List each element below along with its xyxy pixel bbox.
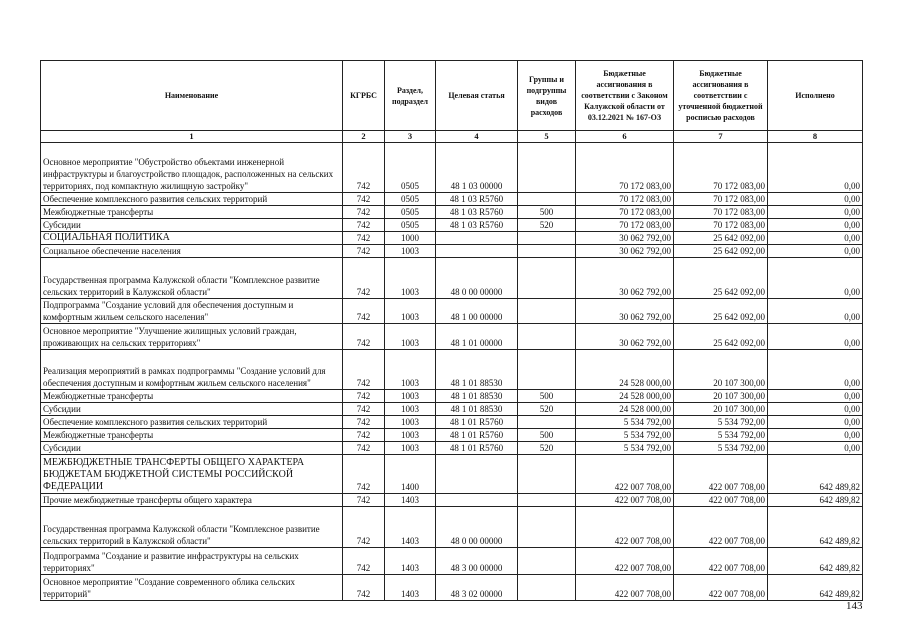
table-row: [41, 193, 863, 206]
cell-law: 30 062 792,00: [576, 324, 674, 350]
budget-table: [40, 60, 863, 601]
table-row: [41, 245, 863, 258]
cell-name: Реализация мероприятий в рамках подпрограммы "Создание условий для обеспечения доступным и комфортным жильем сельского населения": [41, 350, 343, 390]
cell-name: Субсидии: [41, 442, 343, 455]
table-row: [41, 350, 863, 390]
cell-kgrbs: 742: [343, 143, 385, 193]
cell-kgrbs: 742: [343, 403, 385, 416]
cell-updated: 5 534 792,00: [674, 442, 768, 455]
cell-updated: 25 642 092,00: [674, 299, 768, 324]
table-body: [41, 143, 863, 601]
cell-name: Межбюджетные трансферты: [41, 390, 343, 403]
cell-law: 70 172 083,00: [576, 219, 674, 232]
table-row: [41, 429, 863, 442]
header-section: Раздел, подраздел: [385, 61, 436, 131]
cell-group: [518, 507, 576, 548]
cell-executed: 0,00: [768, 193, 863, 206]
cell-law: 5 534 792,00: [576, 442, 674, 455]
cell-group: [518, 494, 576, 507]
cell-name: Прочие межбюджетные трансферты общего характера: [41, 494, 343, 507]
cell-law: 422 007 708,00: [576, 548, 674, 575]
cell-target: 48 1 01 88530: [436, 403, 518, 416]
cell-executed: 642 489,82: [768, 494, 863, 507]
cell-updated: 20 107 300,00: [674, 390, 768, 403]
cell-name: Межбюджетные трансферты: [41, 206, 343, 219]
cell-kgrbs: 742: [343, 258, 385, 299]
cell-kgrbs: 742: [343, 193, 385, 206]
cell-section: 1403: [385, 548, 436, 575]
cell-target: [436, 455, 518, 494]
cell-executed: 642 489,82: [768, 507, 863, 548]
cell-law: 70 172 083,00: [576, 143, 674, 193]
page-number: 143: [846, 600, 863, 612]
cell-name: Межбюджетные трансферты: [41, 429, 343, 442]
cell-section: 1400: [385, 455, 436, 494]
cell-law: 30 062 792,00: [576, 299, 674, 324]
header-executed: Исполнено: [768, 61, 863, 131]
cell-updated: 70 172 083,00: [674, 143, 768, 193]
cell-kgrbs: 742: [343, 548, 385, 575]
column-number: 3: [385, 131, 436, 143]
cell-section: 1003: [385, 350, 436, 390]
header-row: [41, 61, 863, 131]
cell-updated: 422 007 708,00: [674, 507, 768, 548]
cell-target: 48 1 01 00000: [436, 324, 518, 350]
cell-group: [518, 575, 576, 601]
cell-updated: 5 534 792,00: [674, 416, 768, 429]
cell-kgrbs: 742: [343, 206, 385, 219]
column-number-row: [41, 131, 863, 143]
cell-target: 48 1 01 R5760: [436, 416, 518, 429]
cell-section: 1003: [385, 245, 436, 258]
cell-target: 48 3 02 00000: [436, 575, 518, 601]
cell-executed: 642 489,82: [768, 548, 863, 575]
table-row: [41, 403, 863, 416]
cell-kgrbs: 742: [343, 442, 385, 455]
cell-name: МЕЖБЮДЖЕТНЫЕ ТРАНСФЕРТЫ ОБЩЕГО ХАРАКТЕРА БЮДЖЕТАМ БЮДЖЕТНОЙ СИСТЕМЫ РОССИЙСКОЙ ФЕДЕРАЦИИ: [41, 455, 343, 494]
cell-kgrbs: 742: [343, 494, 385, 507]
cell-name: Субсидии: [41, 219, 343, 232]
cell-target: 48 1 01 88530: [436, 350, 518, 390]
cell-name: Государственная программа Калужской области "Комплексное развитие сельских территорий в Калужской области": [41, 507, 343, 548]
cell-group: 520: [518, 442, 576, 455]
cell-kgrbs: 742: [343, 429, 385, 442]
cell-target: 48 1 00 00000: [436, 299, 518, 324]
cell-target: 48 1 03 R5760: [436, 206, 518, 219]
cell-section: 0505: [385, 219, 436, 232]
cell-updated: 25 642 092,00: [674, 232, 768, 245]
cell-executed: 0,00: [768, 299, 863, 324]
cell-executed: 0,00: [768, 350, 863, 390]
cell-group: 520: [518, 403, 576, 416]
column-number: 5: [518, 131, 576, 143]
cell-kgrbs: 742: [343, 575, 385, 601]
column-number: 7: [674, 131, 768, 143]
header-law: Бюджетные ассигнования в соответствии с Законом Калужской области от 03.12.2021 № 167-ОЗ: [576, 61, 674, 131]
table-row: [41, 494, 863, 507]
cell-group: [518, 143, 576, 193]
cell-kgrbs: 742: [343, 324, 385, 350]
cell-section: 1403: [385, 494, 436, 507]
cell-section: 1403: [385, 507, 436, 548]
cell-executed: 0,00: [768, 232, 863, 245]
cell-kgrbs: 742: [343, 232, 385, 245]
cell-law: 70 172 083,00: [576, 193, 674, 206]
cell-executed: 0,00: [768, 143, 863, 193]
cell-name: Социальное обеспечение населения: [41, 245, 343, 258]
table-row: [41, 442, 863, 455]
table-row: [41, 258, 863, 299]
cell-target: 48 1 03 R5760: [436, 219, 518, 232]
cell-kgrbs: 742: [343, 245, 385, 258]
cell-kgrbs: 742: [343, 299, 385, 324]
cell-updated: 422 007 708,00: [674, 494, 768, 507]
cell-law: 422 007 708,00: [576, 507, 674, 548]
cell-executed: 0,00: [768, 416, 863, 429]
cell-updated: 422 007 708,00: [674, 575, 768, 601]
cell-target: 48 1 03 00000: [436, 143, 518, 193]
cell-name: Обеспечение комплексного развития сельских территорий: [41, 416, 343, 429]
cell-group: [518, 232, 576, 245]
column-number: 6: [576, 131, 674, 143]
cell-target: 48 1 01 88530: [436, 390, 518, 403]
cell-updated: 25 642 092,00: [674, 258, 768, 299]
cell-updated: 70 172 083,00: [674, 193, 768, 206]
table-row: [41, 324, 863, 350]
cell-target: 48 1 01 R5760: [436, 429, 518, 442]
cell-kgrbs: 742: [343, 416, 385, 429]
cell-law: 24 528 000,00: [576, 403, 674, 416]
table-row: [41, 390, 863, 403]
cell-updated: 70 172 083,00: [674, 206, 768, 219]
cell-group: [518, 258, 576, 299]
cell-executed: 0,00: [768, 390, 863, 403]
cell-section: 0505: [385, 193, 436, 206]
cell-section: 1003: [385, 390, 436, 403]
cell-executed: 0,00: [768, 245, 863, 258]
table-row: [41, 299, 863, 324]
cell-law: 70 172 083,00: [576, 206, 674, 219]
cell-name: Подпрограмма "Создание условий для обеспечения доступным и комфортным жильем сельского населения": [41, 299, 343, 324]
cell-target: [436, 232, 518, 245]
cell-law: 5 534 792,00: [576, 416, 674, 429]
cell-updated: 25 642 092,00: [674, 324, 768, 350]
cell-law: 30 062 792,00: [576, 232, 674, 245]
table-row: [41, 206, 863, 219]
cell-target: 48 0 00 00000: [436, 258, 518, 299]
cell-group: 500: [518, 390, 576, 403]
cell-group: [518, 455, 576, 494]
cell-updated: 422 007 708,00: [674, 455, 768, 494]
cell-target: 48 1 01 R5760: [436, 442, 518, 455]
cell-executed: 0,00: [768, 324, 863, 350]
cell-target: 48 3 00 00000: [436, 548, 518, 575]
cell-group: 500: [518, 429, 576, 442]
cell-executed: 0,00: [768, 403, 863, 416]
table-row: [41, 507, 863, 548]
header-groups: Группы и подгруппы видов расходов: [518, 61, 576, 131]
cell-name: Основное мероприятие "Создание современного облика сельских территорий": [41, 575, 343, 601]
cell-law: 422 007 708,00: [576, 575, 674, 601]
cell-name: Субсидии: [41, 403, 343, 416]
cell-kgrbs: 742: [343, 390, 385, 403]
cell-executed: 642 489,82: [768, 575, 863, 601]
cell-kgrbs: 742: [343, 455, 385, 494]
cell-target: [436, 494, 518, 507]
column-number: 1: [41, 131, 343, 143]
cell-executed: 642 489,82: [768, 455, 863, 494]
cell-executed: 0,00: [768, 219, 863, 232]
cell-section: 1003: [385, 299, 436, 324]
header-target: Целевая статья: [436, 61, 518, 131]
table-row: [41, 416, 863, 429]
cell-section: 1003: [385, 416, 436, 429]
cell-group: 500: [518, 206, 576, 219]
table-row: [41, 455, 863, 494]
cell-group: [518, 193, 576, 206]
cell-executed: 0,00: [768, 206, 863, 219]
table-row: [41, 575, 863, 601]
table-row: [41, 232, 863, 245]
cell-updated: 5 534 792,00: [674, 429, 768, 442]
cell-updated: 20 107 300,00: [674, 403, 768, 416]
cell-law: 24 528 000,00: [576, 390, 674, 403]
cell-group: 520: [518, 219, 576, 232]
cell-group: [518, 548, 576, 575]
cell-updated: 422 007 708,00: [674, 548, 768, 575]
cell-law: 422 007 708,00: [576, 455, 674, 494]
column-number: 2: [343, 131, 385, 143]
cell-kgrbs: 742: [343, 507, 385, 548]
cell-target: 48 0 00 00000: [436, 507, 518, 548]
cell-executed: 0,00: [768, 258, 863, 299]
cell-kgrbs: 742: [343, 350, 385, 390]
cell-updated: 20 107 300,00: [674, 350, 768, 390]
column-number: 8: [768, 131, 863, 143]
cell-kgrbs: 742: [343, 219, 385, 232]
cell-section: 1000: [385, 232, 436, 245]
cell-law: 5 534 792,00: [576, 429, 674, 442]
cell-executed: 0,00: [768, 442, 863, 455]
table-row: [41, 219, 863, 232]
cell-section: 0505: [385, 206, 436, 219]
table-row: [41, 143, 863, 193]
cell-law: 24 528 000,00: [576, 350, 674, 390]
cell-section: 1003: [385, 442, 436, 455]
budget-table-sheet: [40, 60, 862, 601]
header-kgrbs: КГРБС: [343, 61, 385, 131]
cell-target: [436, 245, 518, 258]
cell-name: СОЦИАЛЬНАЯ ПОЛИТИКА: [41, 232, 343, 245]
header-name: Наименование: [41, 61, 343, 131]
cell-section: 1003: [385, 403, 436, 416]
cell-group: [518, 324, 576, 350]
cell-section: 1003: [385, 429, 436, 442]
cell-target: 48 1 03 R5760: [436, 193, 518, 206]
column-number: 4: [436, 131, 518, 143]
cell-group: [518, 416, 576, 429]
cell-group: [518, 245, 576, 258]
cell-section: 1003: [385, 324, 436, 350]
cell-section: 1403: [385, 575, 436, 601]
cell-section: 1003: [385, 258, 436, 299]
cell-section: 0505: [385, 143, 436, 193]
cell-law: 422 007 708,00: [576, 494, 674, 507]
cell-executed: 0,00: [768, 429, 863, 442]
cell-name: Обеспечение комплексного развития сельских территорий: [41, 193, 343, 206]
cell-name: Государственная программа Калужской области "Комплексное развитие сельских территорий в Калужской области": [41, 258, 343, 299]
cell-law: 30 062 792,00: [576, 245, 674, 258]
header-updated: Бюджетные ассигнования в соответствии с уточненной бюджетной росписью расходов: [674, 61, 768, 131]
cell-group: [518, 299, 576, 324]
cell-law: 30 062 792,00: [576, 258, 674, 299]
cell-group: [518, 350, 576, 390]
table-row: [41, 548, 863, 575]
cell-name: Основное мероприятие "Улучшение жилищных условий граждан, проживающих на сельских территориях": [41, 324, 343, 350]
cell-name: Основное мероприятие "Обустройство объектами инженерной инфраструктуры и благоустройство площадок, расположенных на сельских территориях, под компактную жилищную застройку": [41, 143, 343, 193]
cell-updated: 25 642 092,00: [674, 245, 768, 258]
cell-updated: 70 172 083,00: [674, 219, 768, 232]
cell-name: Подпрограмма "Создание и развитие инфраструктуры на сельских территориях": [41, 548, 343, 575]
